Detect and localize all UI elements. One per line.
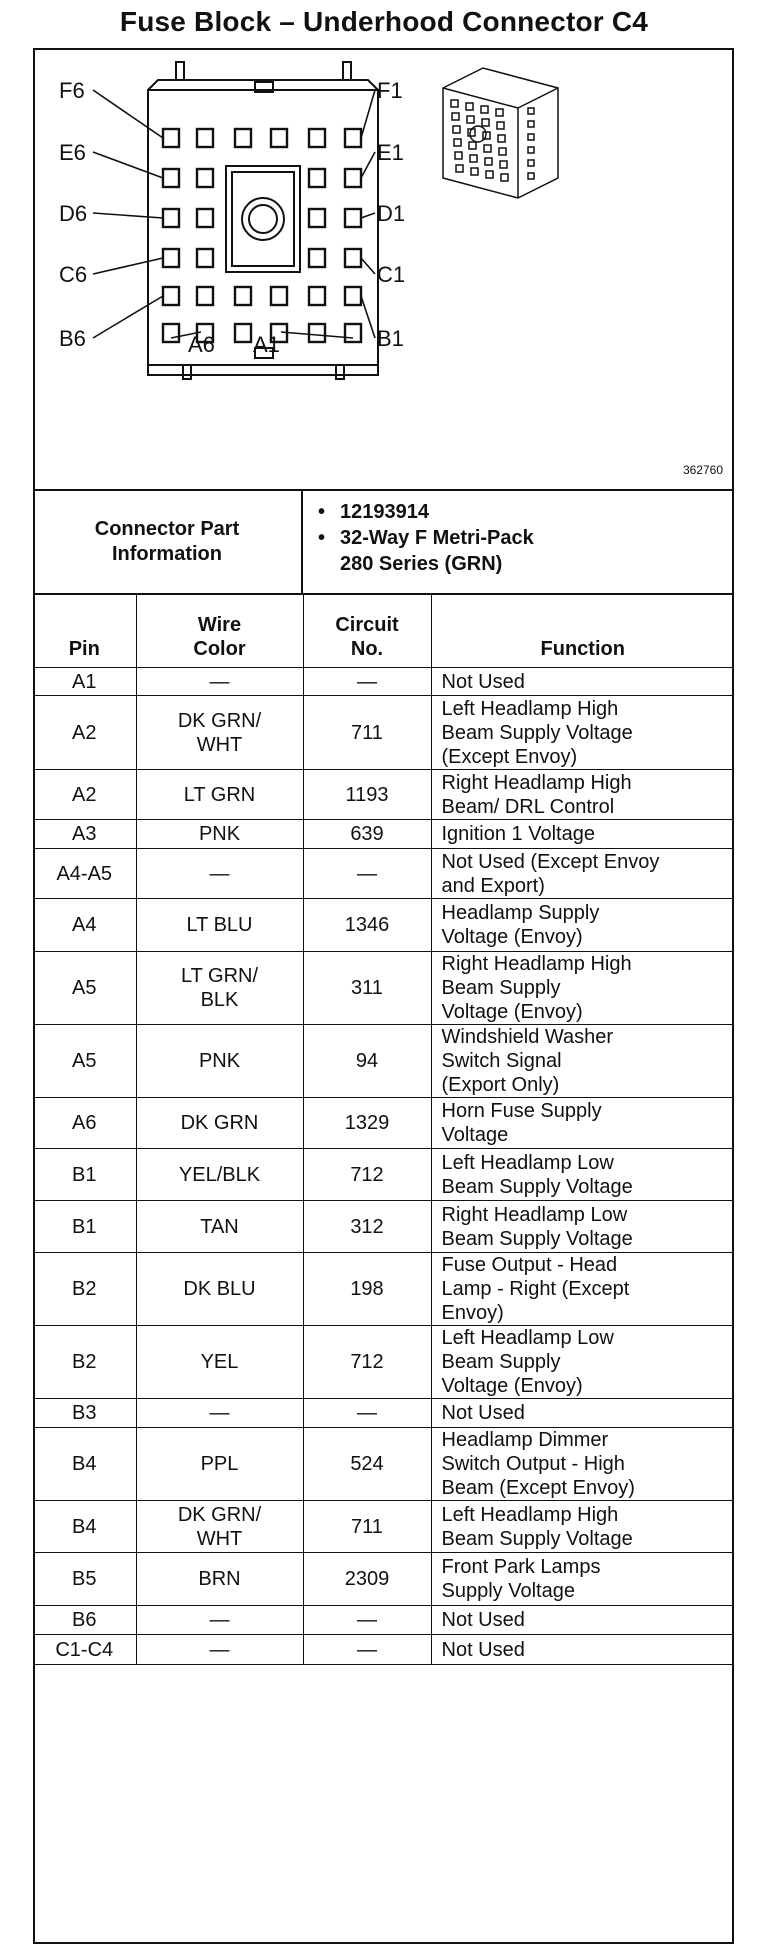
cell-circuit: 94 — [303, 1025, 431, 1098]
header-pin — [33, 595, 136, 668]
cell-function — [431, 1635, 734, 1665]
cell-wire-color — [136, 849, 303, 899]
bullet-icon: • — [318, 527, 326, 549]
table-row — [33, 1253, 734, 1326]
cell-pin: C1-C4 — [33, 1635, 136, 1665]
table-row — [33, 1149, 734, 1201]
connector-face-drawing — [33, 48, 734, 489]
header-wire-color — [136, 595, 303, 668]
pin-cavity — [235, 129, 251, 147]
function-line: Front Park Lamps — [441, 1556, 601, 1578]
wire-color-line: WHT — [196, 1527, 243, 1550]
top-latch-right — [343, 62, 351, 80]
bullet-icon: • — [318, 501, 326, 523]
function-line: Right Headlamp High — [441, 953, 632, 975]
function-line: Right Headlamp High — [441, 771, 632, 794]
leader-line — [93, 258, 163, 274]
wire-color-line: DK BLU — [183, 1278, 256, 1300]
connector-info-values — [318, 499, 534, 577]
cell-pin: B5 — [33, 1553, 136, 1606]
function-line: Left Headlamp Low — [441, 1151, 614, 1174]
pin-cavity — [309, 209, 325, 227]
cell-function — [431, 1149, 734, 1201]
wire-color-line: — — [209, 1609, 230, 1631]
pin-cavity — [197, 129, 213, 147]
table-row — [33, 1501, 734, 1553]
cell-circuit: 1193 — [303, 770, 431, 820]
leader-line — [93, 213, 163, 218]
cell-pin: A2 — [33, 696, 136, 770]
figure-number: 362760 — [682, 463, 723, 477]
wire-color-line: DK GRN/ — [177, 1503, 262, 1526]
pin-cavity — [235, 287, 251, 305]
leader-line — [361, 90, 375, 138]
cell-pin: A4-A5 — [33, 849, 136, 899]
pin-label: B6 — [59, 326, 86, 351]
wire-color-line: LT GRN — [183, 783, 256, 806]
connector-description-line1: 32-Way F Metri-Pack — [340, 527, 534, 549]
pin-cavity — [309, 129, 325, 147]
header-function — [431, 595, 734, 668]
wire-color-line: BRN — [198, 1568, 241, 1590]
wire-color-line: DK GRN/ — [177, 709, 262, 732]
header-wire-color-line2: Color — [193, 638, 246, 660]
connector-info-label-line2: Information — [112, 543, 222, 565]
connector-iso-view — [443, 68, 558, 198]
table-row — [33, 696, 734, 770]
cell-function — [431, 1428, 734, 1501]
table-row — [33, 1428, 734, 1501]
cell-function — [431, 952, 734, 1025]
pin-label: A1 — [253, 332, 280, 357]
wire-color-line: BLK — [200, 989, 239, 1011]
table-row — [33, 668, 734, 696]
function-line: Right Headlamp Low — [441, 1203, 628, 1226]
center-bolt-inner — [249, 205, 277, 233]
cell-function — [431, 1399, 734, 1428]
cell-function — [431, 1606, 734, 1635]
pin-cavity — [163, 209, 179, 227]
pin-cavity — [197, 169, 213, 187]
cell-wire-color — [136, 696, 303, 770]
cell-function — [431, 1025, 734, 1098]
cell-wire-color — [136, 820, 303, 849]
pin-label: C1 — [377, 262, 406, 287]
wire-color-line: PNK — [198, 1050, 241, 1072]
cell-wire-color — [136, 1253, 303, 1326]
pin-cavity — [163, 249, 179, 267]
leader-line — [93, 152, 163, 178]
table-row — [33, 1025, 734, 1098]
pin-cavity — [309, 324, 325, 342]
cell-wire-color — [136, 899, 303, 952]
function-line: Left Headlamp Low — [441, 1327, 614, 1349]
table-row — [33, 820, 734, 849]
cell-pin: B1 — [33, 1149, 136, 1201]
table-row — [33, 1553, 734, 1606]
cell-pin: B2 — [33, 1326, 136, 1399]
function-line: Lamp - Right (Except — [441, 1278, 630, 1300]
function-line: Beam Supply Voltage — [441, 1527, 633, 1550]
page-title: Fuse Block – Underhood Connector C4 — [119, 6, 649, 37]
table-row — [33, 899, 734, 952]
pin-cavities — [163, 129, 361, 342]
function-line: Not Used — [441, 670, 525, 693]
cell-pin: B1 — [33, 1201, 136, 1253]
cell-wire-color — [136, 1098, 303, 1149]
cell-circuit: 639 — [303, 820, 431, 849]
cell-circuit: — — [303, 1606, 431, 1635]
function-line: Left Headlamp High — [441, 697, 619, 720]
leader-line — [281, 332, 353, 338]
pin-cavity — [197, 209, 213, 227]
cell-wire-color — [136, 1428, 303, 1501]
connector-description-item — [318, 525, 534, 551]
cell-wire-color — [136, 952, 303, 1025]
cell-wire-color — [136, 1201, 303, 1253]
cell-pin: B2 — [33, 1253, 136, 1326]
leader-line — [361, 213, 375, 218]
cell-function — [431, 849, 734, 899]
pin-cavity — [197, 249, 213, 267]
pin-cavity — [345, 249, 361, 267]
function-line: Voltage (Envoy) — [441, 1001, 583, 1023]
function-line: (Export Only) — [441, 1074, 560, 1096]
table-row — [33, 1201, 734, 1253]
leader-line — [361, 152, 375, 178]
function-line: Voltage (Envoy) — [441, 1375, 583, 1397]
cell-pin: A2 — [33, 770, 136, 820]
connector-part-information — [33, 489, 734, 595]
cell-pin: A3 — [33, 820, 136, 849]
wire-color-line: PNK — [198, 823, 241, 845]
function-line: Switch Signal — [441, 1050, 562, 1072]
table-row — [33, 770, 734, 820]
pin-cavity — [345, 209, 361, 227]
pin-label: E1 — [377, 140, 404, 165]
leader-line — [361, 296, 375, 338]
cell-circuit: — — [303, 668, 431, 696]
pin-table — [33, 595, 734, 1665]
cell-circuit: — — [303, 849, 431, 899]
function-line: Beam/ DRL Control — [441, 795, 615, 818]
cell-wire-color — [136, 1326, 303, 1399]
cell-circuit: 311 — [303, 952, 431, 1025]
pin-cavity — [309, 249, 325, 267]
function-line: Headlamp Dimmer — [441, 1429, 609, 1451]
table-row — [33, 1326, 734, 1399]
pin-cavity — [271, 287, 287, 305]
pin-cavity — [345, 129, 361, 147]
connector-info-label — [33, 491, 303, 593]
cell-function — [431, 1326, 734, 1399]
part-number-item — [318, 499, 534, 525]
wire-color-line: LT GRN/ — [180, 965, 259, 987]
function-line: Not Used — [441, 1402, 525, 1424]
cell-pin: B4 — [33, 1501, 136, 1553]
cell-wire-color — [136, 668, 303, 696]
connector-housing — [148, 90, 378, 365]
leader-line — [361, 258, 375, 274]
function-line: Beam Supply Voltage — [441, 1227, 633, 1250]
wire-color-line: DK GRN — [180, 1112, 259, 1134]
top-latch-left — [176, 62, 184, 80]
cell-function — [431, 1553, 734, 1606]
pin-cavity — [309, 169, 325, 187]
cell-pin: A6 — [33, 1098, 136, 1149]
pin-label: E6 — [59, 140, 86, 165]
center-boss — [226, 166, 300, 272]
bottom-latch-right — [336, 365, 344, 379]
function-line: Voltage — [441, 1124, 509, 1146]
pin-cavity — [163, 169, 179, 187]
function-line: Ignition 1 Voltage — [441, 823, 595, 845]
connector-description-line2: 280 Series (GRN) — [340, 553, 503, 575]
cell-circuit: 712 — [303, 1149, 431, 1201]
cell-circuit: 524 — [303, 1428, 431, 1501]
wire-color-line: WHT — [196, 733, 243, 756]
pin-cavity — [271, 129, 287, 147]
pin-cavity — [345, 169, 361, 187]
wire-color-line: YEL — [200, 1351, 239, 1373]
header-circuit-line2: No. — [350, 638, 384, 660]
function-line: Not Used (Except Envoy — [441, 850, 660, 873]
cell-function — [431, 820, 734, 849]
table-row — [33, 1606, 734, 1635]
cell-circuit: — — [303, 1399, 431, 1428]
cell-function — [431, 668, 734, 696]
cell-function — [431, 1201, 734, 1253]
cell-circuit: 711 — [303, 696, 431, 770]
function-line: Horn Fuse Supply — [441, 1100, 602, 1122]
pin-label: B1 — [377, 326, 404, 351]
table-row — [33, 849, 734, 899]
function-line: Not Used — [441, 1609, 525, 1631]
function-line: Beam (Except Envoy) — [441, 1477, 635, 1499]
table-row — [33, 1098, 734, 1149]
connector-diagram — [33, 48, 734, 489]
cell-wire-color — [136, 1399, 303, 1428]
wire-color-line: LT BLU — [186, 914, 253, 936]
cell-pin: A5 — [33, 1025, 136, 1098]
pin-label: F1 — [377, 78, 403, 103]
cell-function — [431, 1501, 734, 1553]
function-line: Beam Supply Voltage — [441, 1175, 633, 1198]
cell-function — [431, 696, 734, 770]
pin-cavity — [197, 287, 213, 305]
cell-circuit: 1329 — [303, 1098, 431, 1149]
header-circuit — [303, 595, 431, 668]
pin-label: F6 — [59, 78, 85, 103]
cell-circuit: 198 — [303, 1253, 431, 1326]
cell-circuit: 711 — [303, 1501, 431, 1553]
bottom-latch-left — [183, 365, 191, 379]
pin-label: D1 — [377, 201, 406, 226]
wire-color-line: — — [209, 670, 230, 693]
wire-color-line: TAN — [200, 1215, 239, 1238]
cell-pin: B6 — [33, 1606, 136, 1635]
pin-label: D6 — [59, 201, 88, 226]
wire-color-line: — — [209, 1638, 230, 1661]
wire-color-line: PPL — [200, 1453, 239, 1475]
cell-function — [431, 1098, 734, 1149]
header-pin-label: Pin — [68, 638, 100, 660]
cell-function — [431, 770, 734, 820]
cell-wire-color — [136, 770, 303, 820]
cell-circuit: — — [303, 1635, 431, 1665]
function-line: (Except Envoy) — [441, 745, 578, 768]
cell-circuit: 712 — [303, 1326, 431, 1399]
cell-function — [431, 1253, 734, 1326]
cell-pin: A1 — [33, 668, 136, 696]
table-header-row — [33, 595, 734, 668]
function-line: Fuse Output - Head — [441, 1254, 618, 1276]
cell-wire-color — [136, 1501, 303, 1553]
cell-wire-color — [136, 1606, 303, 1635]
wire-color-line: YEL/BLK — [178, 1163, 261, 1186]
pin-label: C6 — [59, 262, 88, 287]
cell-pin: B3 — [33, 1399, 136, 1428]
function-line: Beam Supply — [441, 977, 561, 999]
cell-circuit: 1346 — [303, 899, 431, 952]
function-line: Headlamp Supply — [441, 902, 600, 924]
function-line: Windshield Washer — [441, 1026, 614, 1048]
table-row — [33, 1635, 734, 1665]
pin-cavity — [163, 129, 179, 147]
pin-cavity — [235, 324, 251, 342]
header-function-label: Function — [540, 638, 625, 660]
pin-cavity — [163, 287, 179, 305]
cell-circuit: 2309 — [303, 1553, 431, 1606]
header-wire-color-line1: Wire — [197, 614, 242, 636]
cell-wire-color — [136, 1635, 303, 1665]
function-line: Beam Supply Voltage — [441, 721, 633, 744]
function-line: Switch Output - High — [441, 1453, 625, 1475]
part-number: 12193914 — [340, 501, 429, 523]
function-line: Supply Voltage — [441, 1580, 575, 1602]
cell-wire-color — [136, 1149, 303, 1201]
function-line: Beam Supply — [441, 1351, 561, 1373]
function-line: Not Used — [441, 1638, 525, 1661]
pin-cavity — [163, 324, 179, 342]
cell-wire-color — [136, 1553, 303, 1606]
cell-function — [431, 899, 734, 952]
function-line: and Export) — [441, 874, 545, 897]
pin-cavity — [345, 324, 361, 342]
cell-pin: A5 — [33, 952, 136, 1025]
pin-cavity — [309, 287, 325, 305]
function-line: Envoy) — [441, 1302, 504, 1324]
pin-label: A6 — [188, 332, 215, 357]
wire-color-line: — — [209, 862, 230, 885]
table-row — [33, 1399, 734, 1428]
pin-cavity — [345, 287, 361, 305]
table-row — [33, 952, 734, 1025]
leader-line — [93, 90, 163, 138]
function-line: Left Headlamp High — [441, 1503, 619, 1526]
cell-pin: B4 — [33, 1428, 136, 1501]
cell-circuit: 312 — [303, 1201, 431, 1253]
cell-pin: A4 — [33, 899, 136, 952]
wire-color-line: — — [209, 1402, 230, 1424]
connector-info-label-line1: Connector Part — [94, 518, 240, 540]
header-circuit-line1: Circuit — [335, 614, 399, 636]
function-line: Voltage (Envoy) — [441, 926, 583, 948]
leader-line — [93, 296, 163, 338]
cell-wire-color — [136, 1025, 303, 1098]
